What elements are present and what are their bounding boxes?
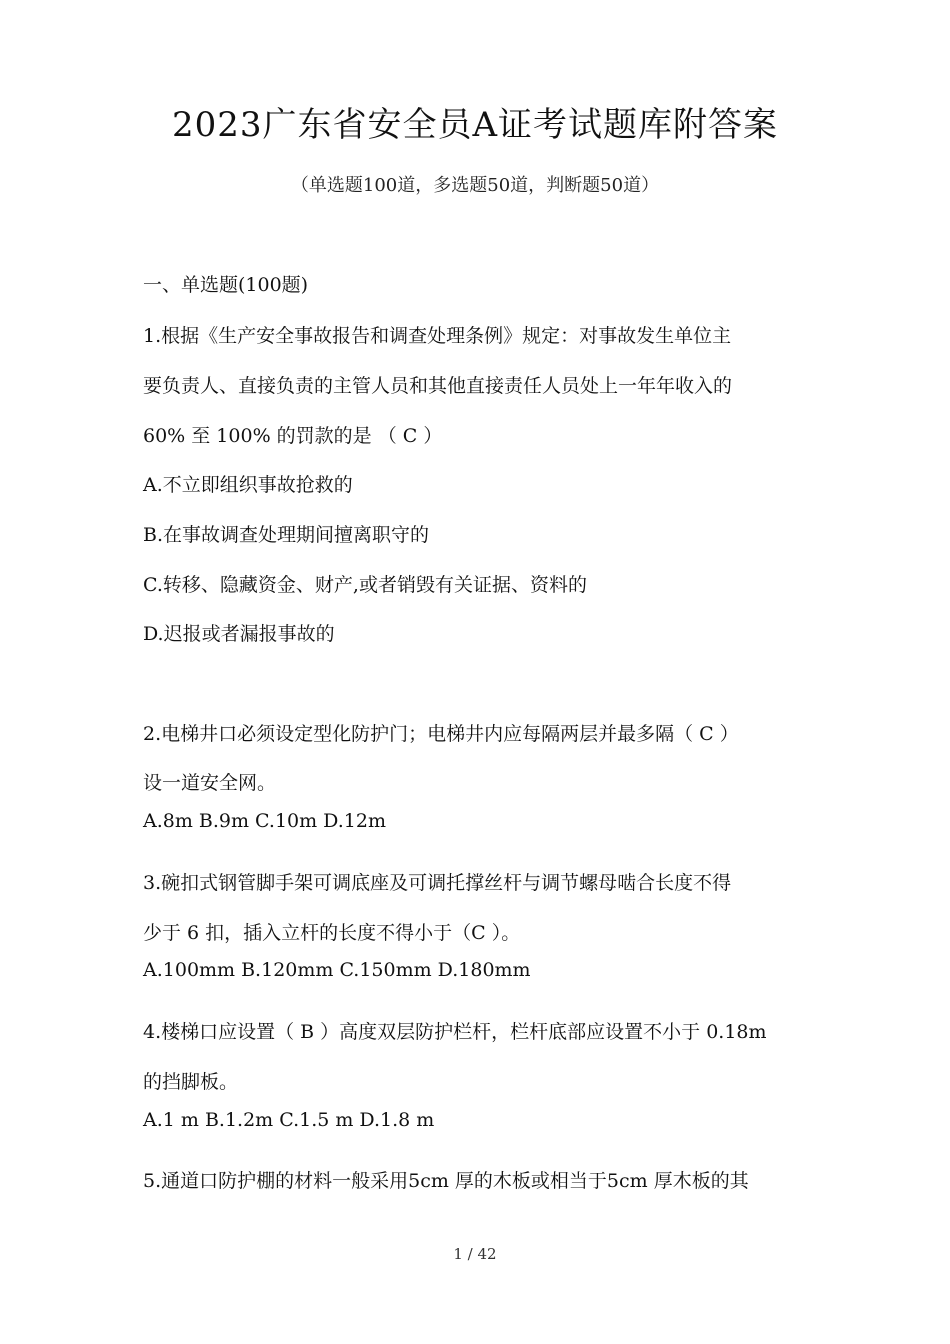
question-4-text-line-1: 4.楼梯口应设置（ B ）高度双层防护栏杆，栏杆底部应设置不小于 0.18m (143, 1021, 767, 1043)
question-4-options: A.1 m B.1.2m C.1.5 m D.1.8 m (143, 1109, 435, 1131)
question-5-text-line-1: 5.通道口防护棚的材料一般采用5cm 厚的木板或相当于5cm 厚木板的其 (143, 1170, 749, 1192)
question-3-text-line-1: 3.碗扣式钢管脚手架可调底座及可调托撑丝杆与调节螺母啮合长度不得 (143, 872, 732, 894)
section-heading: 一、单选题(100题) (143, 274, 309, 296)
question-2-options: A.8m B.9m C.10m D.12m (143, 810, 386, 832)
question-1-option-d: D.迟报或者漏报事故的 (143, 623, 335, 645)
question-1-text-line-1: 1.根据《生产安全事故报告和调查处理条例》规定：对事故发生单位主 (143, 325, 732, 347)
question-1-text-line-2: 要负责人、直接负责的主管人员和其他直接责任人员处上一年年收入的 (143, 375, 733, 397)
document-title: 2023广东省安全员A证考试题库附答案 (171, 105, 779, 145)
question-4-text-line-2: 的挡脚板。 (143, 1071, 239, 1093)
question-3-options: A.100mm B.120mm C.150mm D.180mm (143, 959, 531, 981)
question-1-text-line-3: 60% 至 100% 的罚款的是 （ C ） (143, 425, 443, 447)
page-number: 1 / 42 (453, 1245, 497, 1263)
question-3-text-line-2: 少于 6 扣，插入立杆的长度不得小于（C ）。 (143, 922, 521, 944)
question-2-text-line-1: 2.电梯井口必须设定型化防护门；电梯井内应每隔两层并最多隔（ C ） (143, 723, 739, 745)
question-2-text-line-2: 设一道安全网。 (143, 772, 277, 794)
question-1-option-a: A.不立即组织事故抢救的 (143, 474, 353, 496)
question-1-option-b: B.在事故调查处理期间擅离职守的 (143, 524, 430, 546)
question-1-option-c: C.转移、隐藏资金、财产,或者销毁有关证据、资料的 (143, 574, 587, 596)
document-subtitle: （单选题100道，多选题50道，判断题50道） (290, 175, 660, 196)
